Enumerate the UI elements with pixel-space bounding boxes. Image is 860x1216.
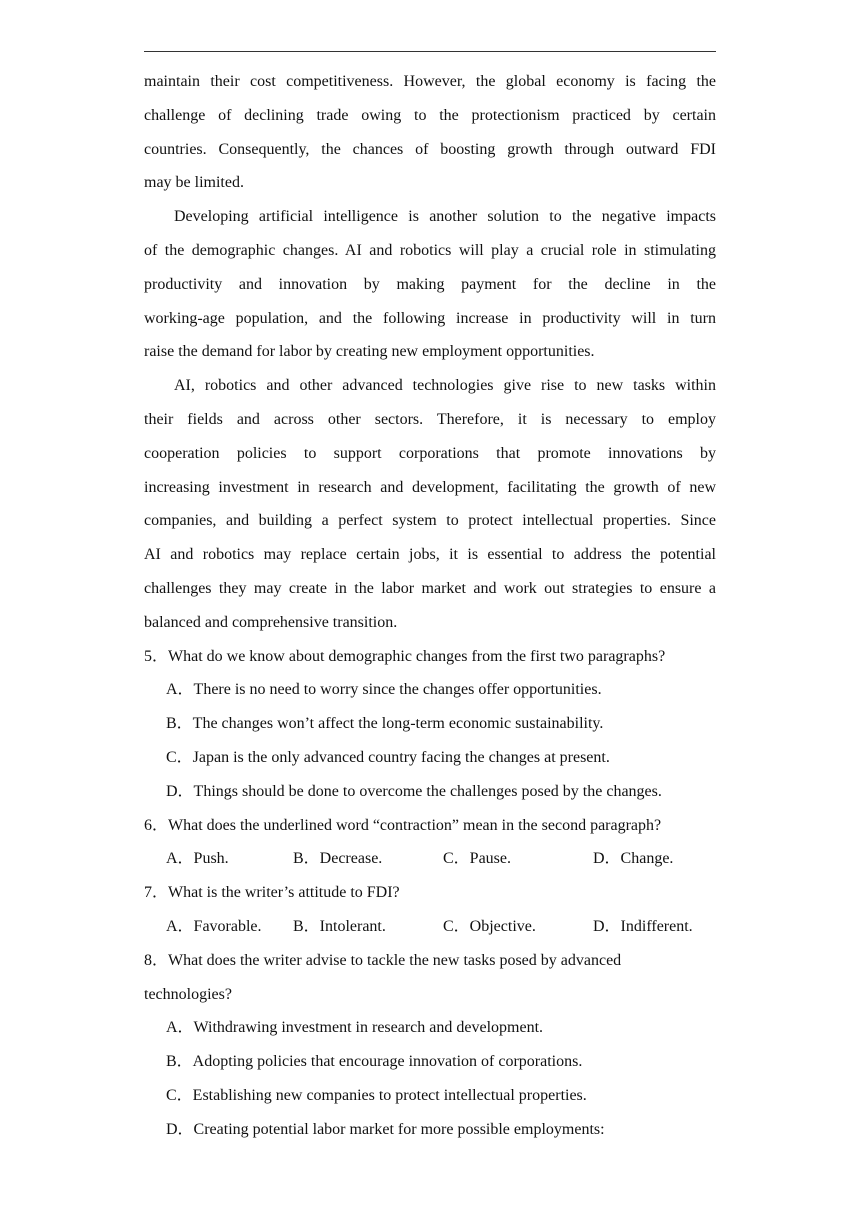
- answer-options-row: [144, 910, 716, 944]
- answer-option: A．There is no need to worry since the changes offer opportunities.: [166, 681, 602, 699]
- question-8: [144, 944, 716, 1147]
- answer-option: B．Decrease.: [293, 850, 383, 868]
- text-line: countries. Consequently, the chances of boosting growth through outward FDI: [144, 140, 716, 158]
- answer-option: D．Change.: [593, 850, 674, 868]
- text-line: may be limited.: [144, 174, 244, 192]
- text-line: balanced and comprehensive transition.: [144, 613, 398, 631]
- text-line: raise the demand for labor by creating new employment opportunities.: [144, 343, 595, 361]
- answer-option: C．Japan is the only advanced country facing the changes at present.: [166, 748, 610, 766]
- text-line: AI, robotics and other advanced technologies give rise to new tasks within: [174, 377, 716, 395]
- answer-option: C．Establishing new companies to protect intellectual properties.: [166, 1086, 587, 1104]
- document-content: [144, 65, 716, 1147]
- question-6: [144, 809, 716, 877]
- text-line: challenges they may create in the labor market and work out strategies to ensure a: [144, 579, 716, 597]
- question-stem: 6．What does the underlined word “contraction” mean in the second paragraph?: [144, 816, 662, 834]
- answer-option: A．Withdrawing investment in research and development.: [166, 1019, 544, 1037]
- text-line: cooperation policies to support corporations that promote innovations by: [144, 444, 716, 462]
- answer-option: A．Push.: [166, 850, 229, 868]
- text-line: increasing investment in research and development, facilitating the growth of new: [144, 478, 716, 496]
- text-line: maintain their cost competitiveness. However, the global economy is facing the: [144, 73, 716, 90]
- question-7: [144, 876, 716, 944]
- text-line: challenge of declining trade owing to the protectionism practiced by certain: [144, 106, 716, 124]
- answer-option: D．Things should be done to overcome the challenges posed by the changes.: [166, 782, 662, 800]
- text-line: Developing artificial intelligence is another solution to the negative impacts: [174, 208, 716, 226]
- question-stem: 5．What do we know about demographic changes from the first two paragraphs?: [144, 647, 666, 665]
- answer-option: D．Indifferent.: [593, 917, 693, 935]
- answer-option: D．Creating potential labor market for more possible employments:: [166, 1120, 605, 1138]
- header-rule: [144, 51, 716, 52]
- text-line: companies, and building a perfect system to protect intellectual properties. Since: [144, 512, 716, 530]
- answer-option: B．Adopting policies that encourage innovation of corporations.: [166, 1053, 583, 1071]
- answer-option: B．The changes won’t affect the long-term economic sustainability.: [166, 715, 604, 733]
- passage-paragraph-2: [144, 200, 716, 369]
- question-5: [144, 640, 716, 809]
- answer-options-row: [144, 842, 716, 876]
- text-line: productivity and innovation by making payment for the decline in the: [144, 275, 716, 293]
- answer-option: A．Favorable.: [166, 917, 262, 935]
- text-line: their fields and across other sectors. Therefore, it is necessary to employ: [144, 410, 716, 428]
- passage-paragraph-3: [144, 369, 716, 639]
- question-stem-continued: technologies?: [144, 985, 232, 1003]
- answer-option: B．Intolerant.: [293, 917, 386, 935]
- text-line: of the demographic changes. AI and robotics will play a crucial role in stimulating: [144, 241, 716, 259]
- text-line: working-age population, and the following increase in productivity will in turn: [144, 309, 716, 327]
- text-line: AI and robotics may replace certain jobs, it is essential to address the potential: [144, 546, 716, 564]
- passage-paragraph-1: [144, 65, 716, 200]
- question-stem: 8．What does the writer advise to tackle the new tasks posed by advanced: [144, 951, 622, 969]
- answer-option: C．Objective.: [443, 917, 536, 935]
- question-stem: 7．What is the writer’s attitude to FDI?: [144, 884, 400, 902]
- answer-option: C．Pause.: [443, 850, 512, 868]
